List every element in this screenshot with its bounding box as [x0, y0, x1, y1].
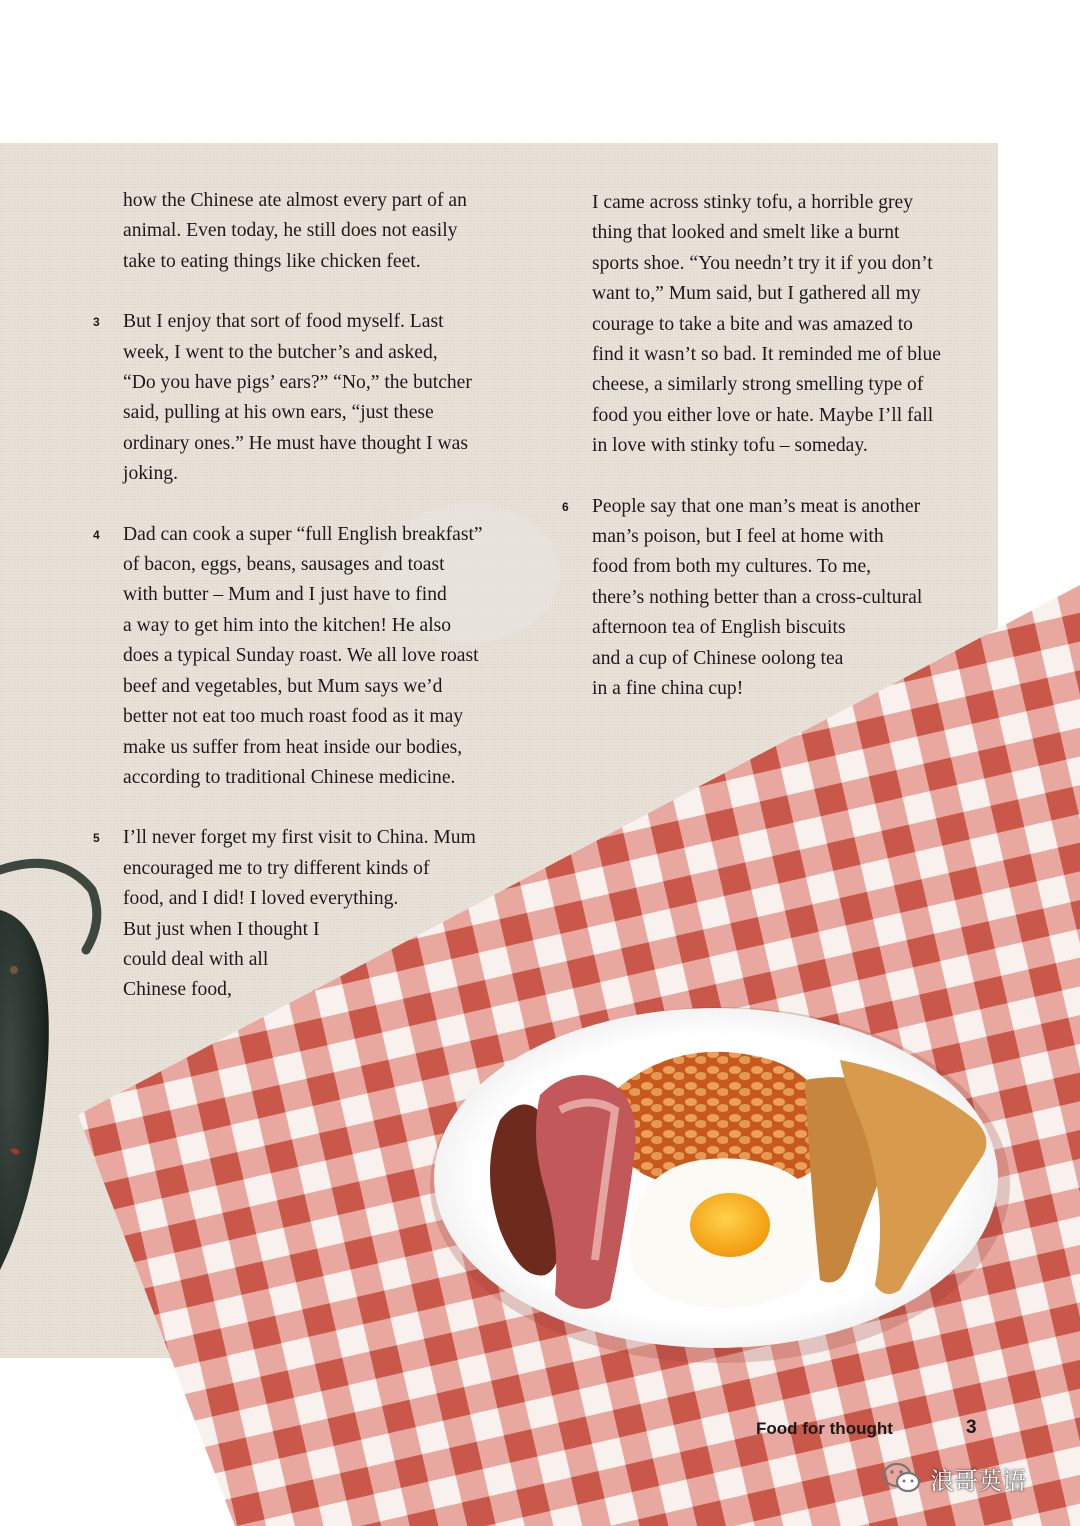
text-line: People say that one man’s meat is another: [592, 495, 921, 517]
text-line: of bacon, eggs, beans, sausages and toast: [123, 554, 445, 576]
wechat-icon: [882, 1461, 922, 1495]
text-line: But just when I thought I: [123, 918, 320, 940]
text-line: a way to get him into the kitchen! He also: [123, 614, 452, 636]
text-line: does a typical Sunday roast. We all love roast: [123, 645, 479, 667]
text-line: Dad can cook a super “full English breakfast”: [123, 523, 483, 545]
watermark-text: 浪哥英语: [930, 1466, 1026, 1495]
text-line: encouraged me to try different kinds of: [123, 857, 430, 879]
text-line: Chinese food,: [123, 979, 232, 1001]
text-line: food, and I did! I loved everything.: [123, 888, 399, 910]
footer-unit-title: Food for thought: [756, 1419, 893, 1438]
text-line: make us suffer from heat inside our bodies,: [123, 736, 463, 758]
paragraph-number: 3: [93, 315, 100, 330]
text-line: in love with stinky tofu – someday.: [592, 435, 868, 457]
paragraph-continued: [123, 186, 523, 277]
egg-yolk: [690, 1193, 770, 1257]
text-line: and a cup of Chinese oolong tea: [592, 647, 844, 669]
text-line: food from both my cultures. To me,: [592, 556, 872, 578]
paragraph-5: [93, 823, 523, 1005]
watermark: [882, 1460, 1026, 1496]
text-line: want to,” Mum said, but I gathered all my: [592, 283, 921, 305]
text-line: there’s nothing better than a cross-cultural: [592, 586, 923, 608]
text-line: sports shoe. “You needn’t try it if you don’t: [592, 252, 933, 274]
paragraph-number: 5: [93, 831, 100, 846]
text-line: how the Chinese ate almost every part of an: [123, 190, 467, 211]
paragraph-6: [562, 492, 972, 705]
text-line: But I enjoy that sort of food myself. Last: [123, 311, 444, 333]
text-line: courage to take a bite and was amazed to: [592, 313, 913, 335]
text-line: in a fine china cup!: [592, 678, 744, 700]
paragraph-4: [93, 520, 523, 794]
text-line: according to traditional Chinese medicine.: [123, 766, 456, 788]
text-line: better not eat too much roast food as it may: [123, 706, 464, 728]
article-column-right: [562, 188, 972, 705]
text-line: thing that looked and smelt like a burnt: [592, 222, 900, 244]
article-column-left: [93, 186, 523, 1006]
text-line: animal. Even today, he still does not easily: [123, 220, 458, 242]
paragraph-number: 6: [562, 499, 569, 514]
text-line: with butter – Mum and I just have to find: [123, 584, 447, 606]
text-line: ordinary ones.” He must have thought I was: [123, 432, 468, 454]
breakfast-plate-image: [420, 1000, 1020, 1370]
text-line: I came across stinky tofu, a horrible grey: [592, 192, 914, 213]
paragraph-5-continued: [592, 188, 972, 462]
text-line: could deal with all: [123, 948, 269, 970]
text-line: beef and vegetables, but Mum says we’d: [123, 675, 443, 697]
text-line: take to eating things like chicken feet.: [123, 250, 421, 272]
text-line: cheese, a similarly strong smelling type of: [592, 374, 924, 396]
text-line: said, pulling at his own ears, “just these: [123, 402, 434, 424]
page-number: 3: [966, 1417, 977, 1438]
paragraph-number: 4: [93, 527, 100, 542]
text-line: I’ll never forget my first visit to China. Mum: [123, 827, 476, 849]
paragraph-3: [93, 307, 523, 489]
text-line: “Do you have pigs’ ears?” “No,” the butcher: [123, 372, 472, 394]
text-line: week, I went to the butcher’s and asked,: [123, 341, 438, 363]
text-line: joking.: [123, 463, 178, 485]
text-line: man’s poison, but I feel at home with: [592, 526, 884, 548]
text-line: afternoon tea of English biscuits: [592, 617, 846, 639]
text-line: food you either love or hate. Maybe I’ll fall: [592, 404, 934, 426]
text-line: find it wasn’t so bad. It reminded me of blue: [592, 344, 941, 366]
